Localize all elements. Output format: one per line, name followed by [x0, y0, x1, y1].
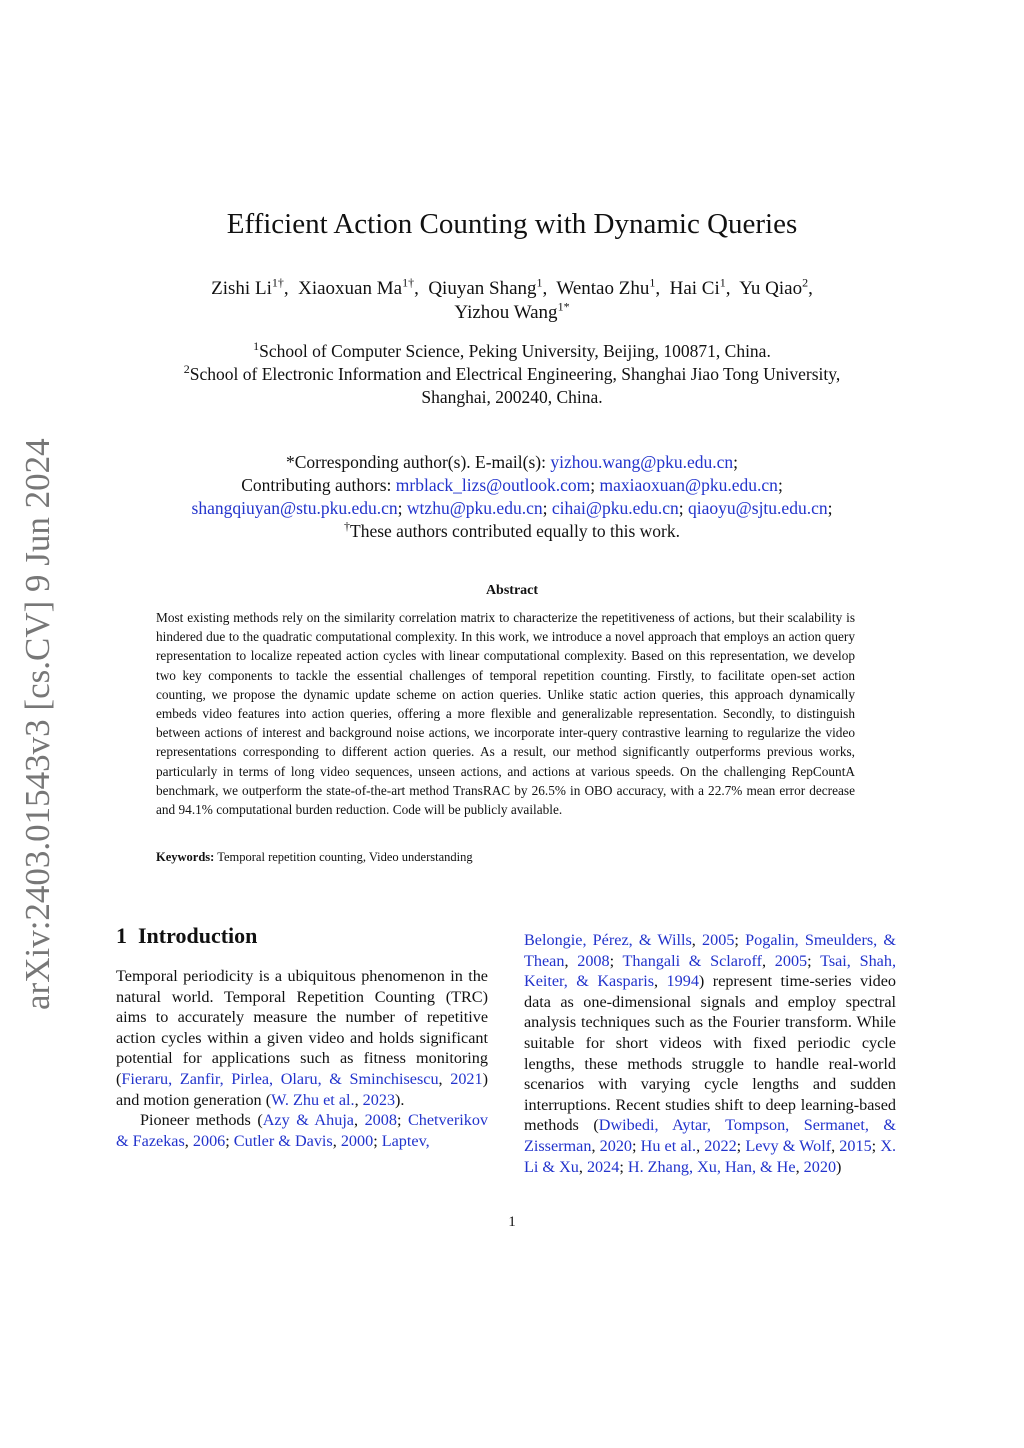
author-list-continued [0, 299, 1024, 324]
equal-contribution-note [0, 521, 1024, 542]
body-text: , [332, 1131, 341, 1150]
citation-link[interactable]: Laptev, [381, 1131, 430, 1150]
citation-link[interactable]: Fieraru, Zanfir, Pirlea, Olaru, & Sminchisescu [121, 1069, 439, 1088]
citation-link[interactable]: Thangali & Sclaroff [622, 951, 762, 970]
body-text: ; [619, 1157, 628, 1176]
body-text: ) [836, 1157, 842, 1176]
citation-link[interactable]: W. Zhu et al. [271, 1090, 355, 1109]
equal-contribution-text: These authors contributed equally to this work. [350, 521, 680, 541]
affiliation-mark: 1 [253, 339, 260, 354]
dagger-mark: † [344, 519, 350, 534]
email-link[interactable]: maxiaoxuan@pku.edu.cn [599, 475, 778, 495]
contributing-label: Contributing authors: [241, 475, 392, 495]
body-text: ; [373, 1131, 382, 1150]
body-text: ; [871, 1136, 881, 1155]
affiliation-text: School of Electronic Information and Electrical Engineering, Shanghai Jiao Tong University, [189, 364, 841, 384]
corresponding-author: *Corresponding author(s). E-mail(s): yizhou.wang@pku.edu.cn; [285, 452, 739, 472]
body-text: , [691, 931, 703, 949]
citation-link[interactable]: 2000 [340, 1131, 374, 1150]
paper-title: Efficient Action Counting with Dynamic Queries [226, 208, 798, 240]
affiliation-text: Shanghai, 200240, China. [421, 387, 603, 407]
body-text: , [795, 1157, 804, 1176]
citation-link[interactable]: 2005 [774, 951, 808, 970]
citation-link[interactable]: X. Li & Xu [524, 1136, 897, 1176]
paragraph [524, 930, 896, 1177]
body-text: ) represent time-series video data as one-dimensional signals and employ spectral analysis techniques such as the Fourier transform. While suitable for short videos with fixed periodic cycle lengths, these methods struggle to handle real-world scenarios with varying cycle lengths and sudden interruptions. Recent studies shift to deep learning-based methods ( [524, 972, 896, 1135]
paragraph [116, 1110, 488, 1151]
citation-link[interactable]: H. Zhang, Xu, Han, & He [627, 1157, 796, 1176]
affiliation-text: School of Computer Science, Peking University, Beijing, 100871, China. [259, 341, 771, 361]
citation-link[interactable]: 2008 [364, 1111, 397, 1130]
citation-link[interactable]: 2024 [586, 1157, 620, 1176]
email-link[interactable]: cihai@pku.edu.cn [551, 498, 679, 518]
keywords [156, 850, 473, 865]
right-column [524, 930, 896, 1177]
body-text: ) and motion generation ( [116, 1069, 488, 1109]
author-name: Zishi Li [211, 278, 272, 299]
email-link[interactable]: mrblack_lizs@outlook.com [395, 475, 591, 495]
author-name: Yizhou Wang [454, 302, 558, 323]
body-text: , [578, 1157, 587, 1176]
body-text: ; [734, 931, 746, 949]
body-text: ). [395, 1090, 405, 1109]
affiliation-1 [0, 341, 1024, 362]
body-text: ; [609, 951, 623, 970]
author-name: Yu Qiao [739, 278, 803, 299]
author-affiliation-mark: 1 [649, 275, 656, 290]
keywords-label: Keywords: [156, 850, 215, 864]
citation-link[interactable]: Belongie, Pérez, & Wills [524, 931, 692, 949]
paragraph [116, 966, 488, 1110]
contributing-emails: shangqiuyan@stu.pku.edu.cn; wtzhu@pku.edu.cn; cihai@pku.edu.cn; qiaoyu@sjtu.edu.cn; [191, 498, 833, 518]
citation-link[interactable]: Azy & Ahuja [262, 1111, 354, 1130]
author-name: Qiuyan Shang [428, 278, 537, 299]
section-heading [116, 923, 257, 949]
author-affiliation-mark: 1 [536, 275, 543, 290]
author-name: Hai Ci [669, 278, 720, 299]
section-title: Introduction [138, 923, 258, 948]
body-text: Temporal periodicity is a ubiquitous phenomenon in the natural world. Temporal Repetition Counting (TRC) aims to accurately measure the number of repetitive action cycles within a given video and holds significant potential for applications such as fitness monitoring ( [116, 967, 488, 1088]
citation-link[interactable]: 2021 [450, 1069, 483, 1088]
author-name: Wentao Zhu [556, 278, 650, 299]
citation-link[interactable]: Pogalin, Smeulders, & Thean [524, 931, 897, 970]
email-link[interactable]: yizhou.wang@pku.edu.cn [550, 452, 734, 472]
citation-link[interactable]: Tsai, Shah, Keiter, & Kasparis [524, 951, 896, 991]
citation-link[interactable]: 2020 [599, 1136, 632, 1155]
citation-link[interactable]: 1994 [666, 972, 699, 991]
body-text: , [354, 1090, 363, 1109]
body-text: Pioneer methods ( [140, 1111, 263, 1130]
citation-link[interactable]: Levy & Wolf [745, 1136, 832, 1155]
citation-link[interactable]: 2006 [192, 1131, 226, 1150]
affiliation-mark: 2 [183, 362, 190, 377]
body-text: ; [225, 1131, 234, 1150]
citation-link[interactable]: Cutler & Davis [233, 1131, 333, 1150]
body-text: , [654, 972, 667, 991]
citation-link[interactable]: Chetverikov & Fazekas [116, 1111, 489, 1150]
body-text: , [184, 1131, 193, 1150]
left-column [116, 966, 488, 1151]
abstract-text: Most existing methods rely on the similarity correlation matrix to characterize the repetitiveness of actions, but their scalability is hindered due to the quadratic computational complexity. In this work, we introduce a novel approach that employs an action query representation to localize repeated action cycles with linear computational complexity. Based on this representation, we develop two key components to tackle the essential challenges of temporal repetition counting. Firstly, to facilitate open-set action counting, we propose the dynamic update scheme on action queries. Unlike static action queries, this approach dynamically embeds video features into action queries, offering a more flexible and generalizable representation. Secondly, to distinguish between actions of interest and background noise actions, we incorporate inter-query contrastive learning to regularize the video representations corresponding to different action queries. As a result, our method significantly outperforms previous works, particularly in terms of long video sequences, unseen actions, and actions at various speeds. On the challenging RepCountA benchmark, we outperform the state-of-the-art method TransRAC by 26.5% in OBO accuracy, with a 22.7% mean error decrease and 94.1% computational burden reduction. Code will be publicly available. [156, 610, 855, 818]
email-link[interactable]: wtzhu@pku.edu.cn [406, 498, 543, 518]
citation-link[interactable]: 2005 [702, 931, 735, 949]
citation-link[interactable]: 2022 [704, 1136, 737, 1155]
citation-link[interactable]: 2015 [839, 1136, 872, 1155]
body-text: ; [396, 1111, 408, 1130]
contributing-authors: Contributing authors: mrblack_lizs@outlook.com; maxiaoxuan@pku.edu.cn; [241, 475, 783, 495]
section-number: 1 [116, 923, 127, 948]
email-link[interactable]: qiaoyu@sjtu.edu.cn [688, 498, 828, 518]
body-text: , [696, 1136, 705, 1155]
body-text: , [564, 951, 578, 970]
citation-link[interactable]: Hu et al. [640, 1136, 697, 1155]
corresponding-label: *Corresponding author(s). E-mail(s): [285, 452, 546, 472]
citation-link[interactable]: 2008 [577, 951, 610, 970]
author-affiliation-mark: 1* [557, 299, 570, 314]
affiliation-2 [0, 364, 1024, 385]
author-affiliation-mark: 1† [271, 275, 284, 290]
citation-link[interactable]: Dwibedi, Aytar, Tompson, Sermanet, & Zisserman [524, 1116, 897, 1155]
author-affiliation-mark: 2 [802, 275, 809, 290]
body-text: ; [736, 1136, 746, 1155]
body-text: , [438, 1069, 451, 1088]
email-link[interactable]: shangqiuyan@stu.pku.edu.cn [191, 498, 398, 518]
body-text: , [761, 951, 775, 970]
author-affiliation-mark: 1† [402, 275, 415, 290]
body-text: , [591, 1136, 600, 1155]
citation-link[interactable]: 2023 [362, 1090, 396, 1109]
page-number: 1 [508, 1214, 516, 1230]
author-list: Zishi $Li^{1\dagger}$, Xiaoxuan $Ma^{1\dagger}$, Qiuyan Shang$^1$, Wentao Zhu$^1$, Hai Ci$^1$, Yu Qiao$^2$, [211, 275, 813, 299]
abstract-heading: Abstract [485, 583, 539, 598]
affiliation-2-continued [0, 387, 1024, 408]
keywords-text: Temporal repetition counting, Video understanding [217, 850, 473, 864]
body-text: , [831, 1136, 840, 1155]
body-text: ; [632, 1136, 641, 1155]
author-affiliation-mark: 1 [719, 275, 726, 290]
body-text: , [354, 1111, 365, 1130]
body-text: ; [807, 951, 821, 970]
arxiv-identifier: arXiv:2403.01543v3 [cs.CV] 9 Jun 2024 [18, 438, 57, 1010]
author-name: Xiaoxuan Ma [298, 278, 403, 299]
citation-link[interactable]: 2020 [803, 1157, 837, 1176]
